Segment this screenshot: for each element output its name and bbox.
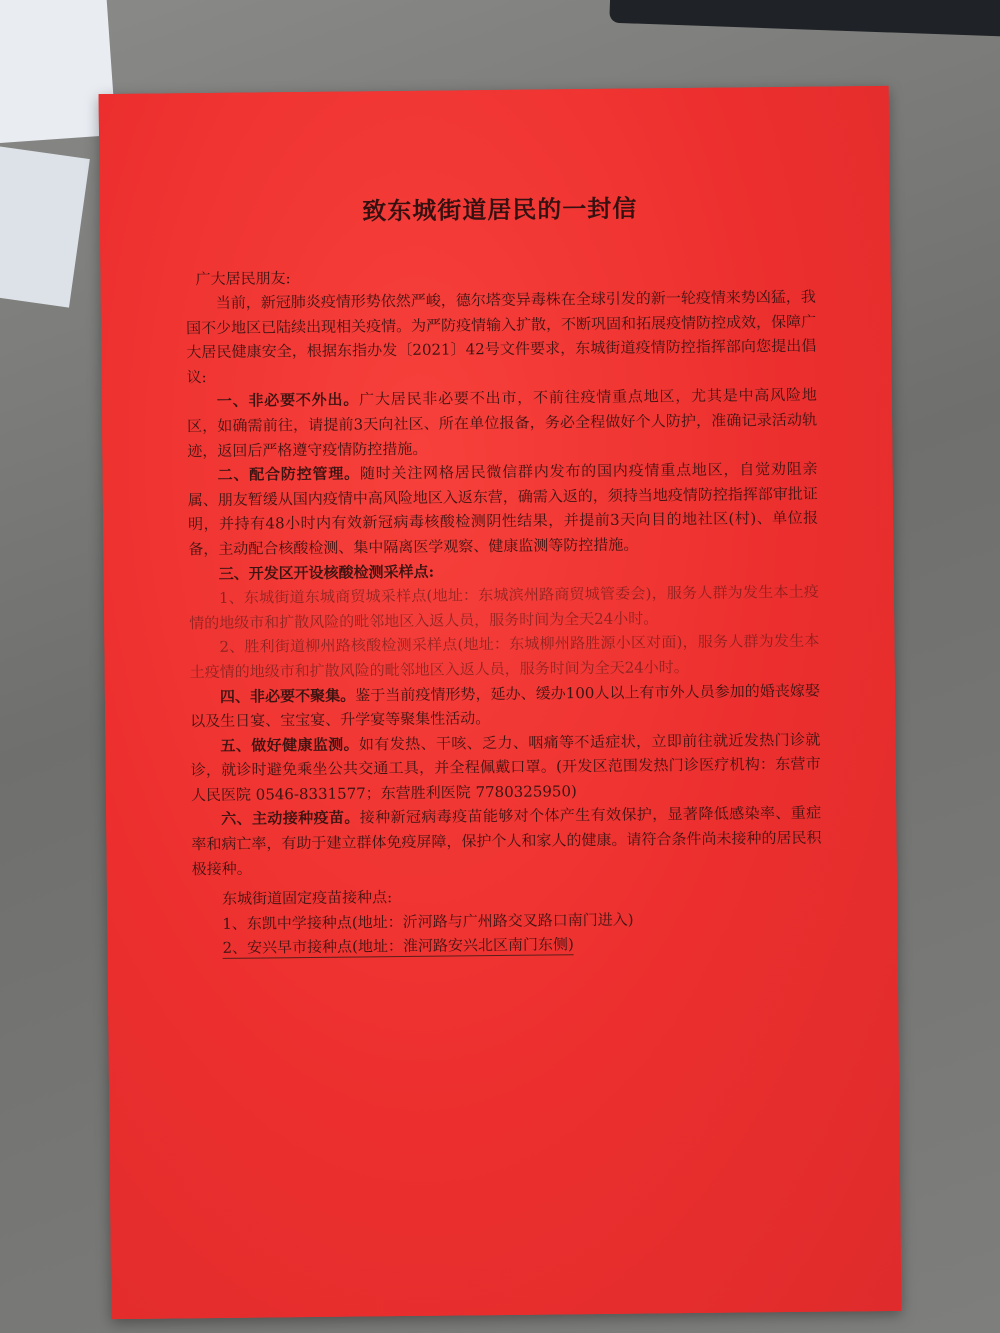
letter-body [185,187,823,962]
section-text: 鉴于当前疫情形势，延办、缓办100人以上有市外人员参加的婚丧嫁娶以及生日宴、宝宝宴、升学宴等聚集性活动。 [190,681,820,731]
section-text: 广大居民非必要不出市，不前往疫情重点地区，尤其是中高风险地区，如确需前往，请提前3天向社区、所在单位报备，务必全程做好个人防护，准确记录活动轨迹，返回后严格遵守疫情防控措施。 [186,386,818,460]
section-1 [187,383,818,463]
section-text: 接种新冠病毒疫苗能够对个体产生有效保护，显著降低感染率、重症率和病亡率，有助于建立群体免疫屏障，保护个人和家人的健康。请符合条件尚未接种的居民积极接种。 [191,804,822,878]
vaccine-site-1: 1、东凯中学接种点(地址：沂河路与广州路交叉路口南门进入) [222,910,634,933]
section-5 [190,727,821,807]
section-6 [191,801,822,881]
section-text: 随时关注网格居民微信群内发布的国内疫情重点地区，自觉劝阻亲属、朋友暂缓从国内疫情中高风险地区入返东营，确需入返的，须持当地疫情防控指挥部审批证明，并持有48小时内有效新冠病毒核酸检测阴性结果，并提前3天向目的地社区(村)、单位报备，主动配合核酸检测、集中隔离医学观察、健康监测等防控措施。 [187,459,819,559]
section-heading: 一、非必要不外出。 [216,390,360,411]
section-heading: 三、开发区开设核酸检测采样点: [218,562,435,583]
vaccine-site-2 [192,930,822,961]
section-heading: 五、做好健康监测。 [220,735,360,755]
section-heading: 六、主动接种疫苗。 [221,808,360,829]
letter-title: 致东城街道居民的一封信 [362,193,638,226]
section-text: 如有发热、干咳、乏力、咽痛等不适症状，立即前往就近发热门诊就诊，就诊时避免乘坐公共交通工具，并全程佩戴口罩。(开发区范围发热门诊医疗机构：东营市人民医院 0546-8331577；东营胜利医院 7780325950) [190,730,821,805]
red-letter-paper [99,86,902,1319]
vaccine-list-title: 东城街道固定疫苗接种点: [221,888,393,909]
greeting: 广大居民朋友: [195,269,291,289]
side-sheet-mark [0,99,55,128]
section-heading: 四、非必要不聚集。 [219,686,356,706]
vaccine-site-2-text: 2、安兴早市接种点(地址：淮河路安兴北区南门东侧) [222,935,574,958]
section-heading: 二、配合防控管理。 [217,464,360,485]
intro-paragraph: 当前，新冠肺炎疫情形势依然严峻，德尔塔变异毒株在全球引发的新一轮疫情来势凶猛，我国不少地区已陆续出现相关疫情。为严防疫情输入扩散，不断巩固和拓展疫情防控成效，保障广大居民健康安全，根据东指办发〔2021〕42号文件要求，东城街道疫情防控指挥部向您提出倡议: [185,287,817,387]
sampling-point-2: 2、胜利街道柳州路核酸检测采样点(地址：东城柳州路胜源小区对面)，服务人群为发生本土疫情的地级市和扩散风险的毗邻地区入返人员，服务时间为全天24小时。 [189,631,820,682]
section-4 [190,678,820,734]
section-2 [187,457,818,562]
sampling-point-1: 1、东城街道东城商贸城采样点(地址：东城滨州路商贸城管委会)，服务人群为发生本土疫情的地级市和扩散风险的毗邻地区入返人员，服务时间为全天24小时。 [189,582,819,632]
